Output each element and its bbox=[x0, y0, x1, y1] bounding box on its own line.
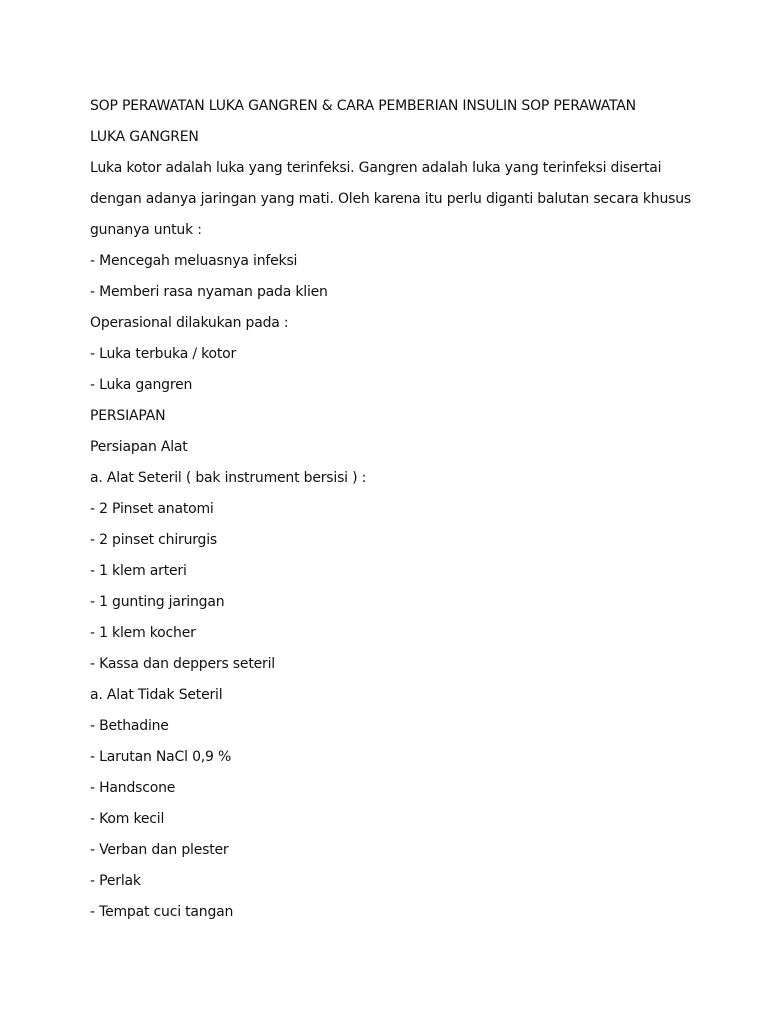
list-item: - Mencegah meluasnya infeksi bbox=[90, 253, 298, 269]
paragraph-line: dengan adanya jaringan yang mati. Oleh karena itu perlu diganti balutan secara khusus bbox=[90, 191, 692, 207]
subsection-heading: Persiapan Alat bbox=[90, 439, 188, 455]
list-item: - Verban dan plester bbox=[90, 842, 229, 858]
list-item: - 2 pinset chirurgis bbox=[90, 532, 218, 548]
list-item: - Luka gangren bbox=[90, 377, 193, 393]
list-item: - 2 Pinset anatomi bbox=[90, 501, 214, 517]
list-heading: a. Alat Tidak Seteril bbox=[90, 687, 223, 703]
section-heading: PERSIAPAN bbox=[90, 408, 166, 424]
list-item: - 1 klem kocher bbox=[90, 625, 196, 641]
paragraph-line: Luka kotor adalah luka yang terinfeksi. Gangren adalah luka yang terinfeksi disertai bbox=[90, 160, 662, 176]
list-item: - Tempat cuci tangan bbox=[90, 904, 234, 920]
list-item: - Handscone bbox=[90, 780, 176, 796]
document-body bbox=[90, 91, 690, 928]
title-line-1: SOP PERAWATAN LUKA GANGREN & CARA PEMBERIAN INSULIN SOP PERAWATAN bbox=[90, 98, 636, 114]
list-heading: a. Alat Seteril ( bak instrument bersisi ) : bbox=[90, 470, 367, 486]
title-line-2: LUKA GANGREN bbox=[90, 129, 199, 145]
list-item: - 1 gunting jaringan bbox=[90, 594, 225, 610]
paragraph-line: Operasional dilakukan pada : bbox=[90, 315, 289, 331]
list-item: - Memberi rasa nyaman pada klien bbox=[90, 284, 328, 300]
list-item: - Bethadine bbox=[90, 718, 169, 734]
list-item: - Luka terbuka / kotor bbox=[90, 346, 237, 362]
list-item: - 1 klem arteri bbox=[90, 563, 187, 579]
list-item: - Perlak bbox=[90, 873, 141, 889]
list-item: - Larutan NaCl 0,9 % bbox=[90, 749, 232, 765]
paragraph-line: gunanya untuk : bbox=[90, 222, 202, 238]
list-item: - Kassa dan deppers seteril bbox=[90, 656, 275, 672]
list-item: - Kom kecil bbox=[90, 811, 165, 827]
